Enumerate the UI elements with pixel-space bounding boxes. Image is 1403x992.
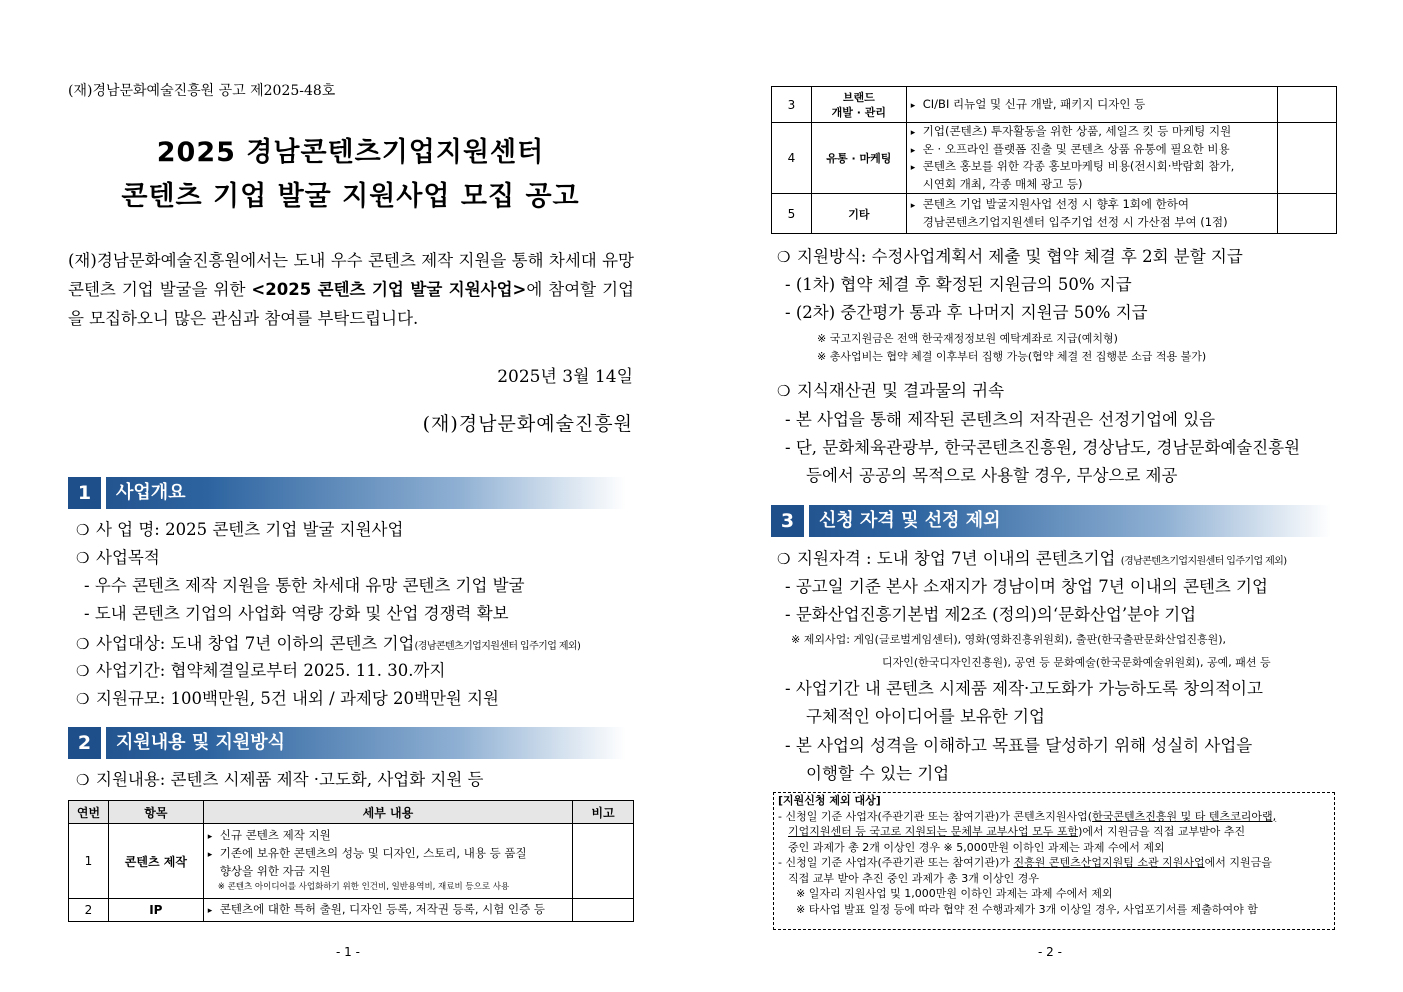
- page-number-1: - 1 -: [336, 945, 360, 959]
- qualification-item-4-cont: 이행할 수 있는 기업: [806, 764, 950, 783]
- section-2-title: 지원내용 및 지원방식: [116, 732, 286, 753]
- section-3-title: 신청 자격 및 선정 제외: [819, 510, 1001, 531]
- purpose-item-1: - 우수 콘텐츠 제작 지원을 통한 차세대 유망 콘텐츠 기업 발굴: [84, 576, 525, 595]
- method-note-2: ※ 총사업비는 협약 체결 이후부터 집행 가능(협약 체결 전 집행분 소급 적용 불가): [817, 350, 1207, 363]
- section-1-header: [68, 477, 626, 509]
- business-name: ❍ 사 업 명: 2025 콘텐츠 기업 발굴 지원사업: [76, 516, 403, 540]
- notice-date: 2025년 3월 14일: [497, 367, 633, 387]
- method-note-1: ※ 국고지원금은 전액 한국재정정보원 예탁계좌로 지급(예치형): [817, 332, 1118, 345]
- purpose-item-2: - 도내 콘텐츠 기업의 사업화 역량 강화 및 산업 경쟁력 확보: [84, 604, 509, 623]
- ip-item-2: - 단, 문화체육관광부, 한국콘텐츠진흥원, 경상남도, 경남문화예술진흥원: [785, 438, 1301, 457]
- business-target: ❍ 사업대상: 도내 창업 7년 이하의 콘텐츠 기업(경남콘텐츠기업지원센터 입주기업 제외): [76, 630, 580, 654]
- exclusion-box-title: [지원신청 제외 대상]: [778, 794, 881, 807]
- ip-title: ❍ 지식재산권 및 결과물의 귀속: [777, 377, 1004, 401]
- page-2: [701, 0, 1403, 992]
- qualification-item-4: - 본 사업의 성격을 이해하고 목표를 달성하기 위해 성실히 사업을: [785, 736, 1253, 755]
- business-purpose: ❍ 사업목적: [76, 544, 160, 568]
- qualification-item-2: - 문화산업진흥기본법 제2조 (정의)의‘문화산업’분야 기업: [785, 605, 1197, 624]
- page-title-line2: 콘텐츠 기업 발굴 지원사업 모집 공고: [121, 181, 580, 212]
- qualification-item-3-cont: 구체적인 아이디어를 보유한 기업: [806, 707, 1045, 726]
- table-row: 1 콘텐츠 제작 ▸ 신규 콘텐츠 제작 지원 ▸ 기존에 보유한 콘텐츠의 성능 및 디자인, 스토리, 내용 등 품질 향상을 위한 자금 지원 ※ 콘텐츠 아이디어를 사업화하기 위한 인건비, 일반용역비, 재료비 등으로 사용: [69, 824, 634, 899]
- table-row: 4 유통 · 마케팅 ▸ 기업(콘텐츠) 투자활동을 위한 상품, 세일즈 킷 등 마케팅 지원 ▸ 온 · 오프라인 플랫폼 진출 및 콘텐츠 상품 유통에 필요한 비용 ▸ 콘텐츠 홍보를 위한 각종 홍보마케팅 비용(전시회·박람회 참가, 시연회 개최, 각종 매체 광고 등): [772, 123, 1337, 194]
- qualification-item-3: - 사업기간 내 콘텐츠 시제품 제작·고도화가 가능하도록 창의적이고: [785, 679, 1263, 698]
- excluded-business-1: ※ 제외사업: 게임(글로벌게임센터), 영화(영화진흥위원회), 출판(한국출판문화산업진흥원),: [791, 633, 1227, 646]
- table-row: 5 기타 ▸ 콘텐츠 기업 발굴지원사업 선정 시 향후 1회에 한하여 경남콘텐츠기업지원센터 입주기업 선정 시 가산점 부여 (1점): [772, 194, 1337, 234]
- ip-item-2-cont: 등에서 공공의 목적으로 사용할 경우, 무상으로 제공: [806, 466, 1178, 485]
- support-method: ❍ 지원방식: 수정사업계획서 제출 및 협약 체결 후 2회 분할 지급: [777, 243, 1243, 267]
- exclusion-box: [지원신청 제외 대상] - 신청일 기준 사업자(주관기관 또는 참여기관)가 콘텐츠지원사업(한국콘텐츠진흥원 및 타 텐츠코리아랩, 기업지원센터 등 국고로 지원되는 문체부 교부사업 모두 포함)에서 지원금을 직접 교부받아 추진 중인 과제가 총 2개 이상인 경우 ※ 5,000만원 이하인 과제는 과제 수에서 제외 - 신청일 기준 사업자(주관기관 또는 참여기관)가 진흥원 콘텐츠산업지원팀 소관 지원사업에서 지원금을 직접 교부 받아 추진 중인 과제가 총 3개 이상인 경우 ※ 일자리 지원사업 및 1,000만원 이하인 과제는 과제 수에서 제외 ※ 타사업 발표 일정 등에 따라 협약 전 수행과제가 3개 이상일 경우, 사업포기서를 제출하여야 함: [773, 792, 1335, 930]
- organization-name: (재)경남문화예술진흥원: [422, 413, 633, 435]
- col-header-detail: 세부 내용: [203, 801, 572, 824]
- method-item-2: - (2차) 중간평가 통과 후 나머지 지원금 50% 지급: [785, 303, 1148, 322]
- section-1-title: 사업개요: [116, 482, 186, 503]
- page-1: [0, 0, 701, 992]
- excluded-business-2: 디자인(한국디자인진흥원), 공연 등 문화예술(한국문화예술위원회), 공예, 패션 등: [882, 656, 1271, 669]
- page-number-2: - 2 -: [1038, 945, 1062, 959]
- support-table-part-1: [68, 800, 634, 922]
- method-item-1: - (1차) 협약 체결 후 확정된 지원금의 50% 지급: [785, 275, 1132, 294]
- page-title-line1: 2025 경남콘텐츠기업지원센터: [156, 137, 545, 168]
- col-header-no: 연번: [69, 801, 109, 824]
- col-header-item: 항목: [108, 801, 203, 824]
- section-2-number: 2: [68, 727, 101, 759]
- support-content: ❍ 지원내용: 콘텐츠 시제품 제작 ·고도화, 사업화 지원 등: [76, 766, 483, 790]
- business-period: ❍ 사업기간: 협약체결일로부터 2025. 11. 30.까지: [76, 657, 445, 681]
- qualification: ❍ 지원자격 : 도내 창업 7년 이내의 콘텐츠기업 (경남콘텐츠기업지원센터 입주기업 제외): [777, 545, 1287, 569]
- qualification-item-1: - 공고일 기준 본사 소재지가 경남이며 창업 7년 이내의 콘텐츠 기업: [785, 577, 1268, 596]
- section-3-header: [771, 505, 1331, 537]
- intro-paragraph: (재)경남문화예술진흥원에서는 도내 우수 콘텐츠 제작 지원을 통해 차세대 유망 콘텐츠 기업 발굴을 위한 <2025 콘텐츠 기업 발굴 지원사업>에 참여할 기업을 모집하오니 많은 관심과 참여를 부탁드립니다.: [68, 251, 635, 328]
- section-1-number: 1: [68, 477, 101, 509]
- col-header-remark: 비고: [573, 801, 634, 824]
- notice-number: (재)경남문화예술진흥원 공고 제2025-48호: [68, 83, 336, 99]
- table-row: 2 IP ▸ 콘텐츠에 대한 특허 출원, 디자인 등록, 저작권 등록, 시험 인증 등: [69, 899, 634, 922]
- support-scale: ❍ 지원규모: 100백만원, 5건 내외 / 과제당 20백만원 지원: [76, 685, 499, 709]
- ip-item-1: - 본 사업을 통해 제작된 콘텐츠의 저작권은 선정기업에 있음: [785, 410, 1216, 429]
- table-header-row: [69, 801, 634, 824]
- section-2-header: [68, 727, 626, 759]
- support-table-part-2: [771, 86, 1337, 234]
- table-row: 3 브랜드 개발 · 관리 ▸ CI/BI 리뉴얼 및 신규 개발, 패키지 디자인 등: [772, 87, 1337, 123]
- section-3-number: 3: [771, 505, 804, 537]
